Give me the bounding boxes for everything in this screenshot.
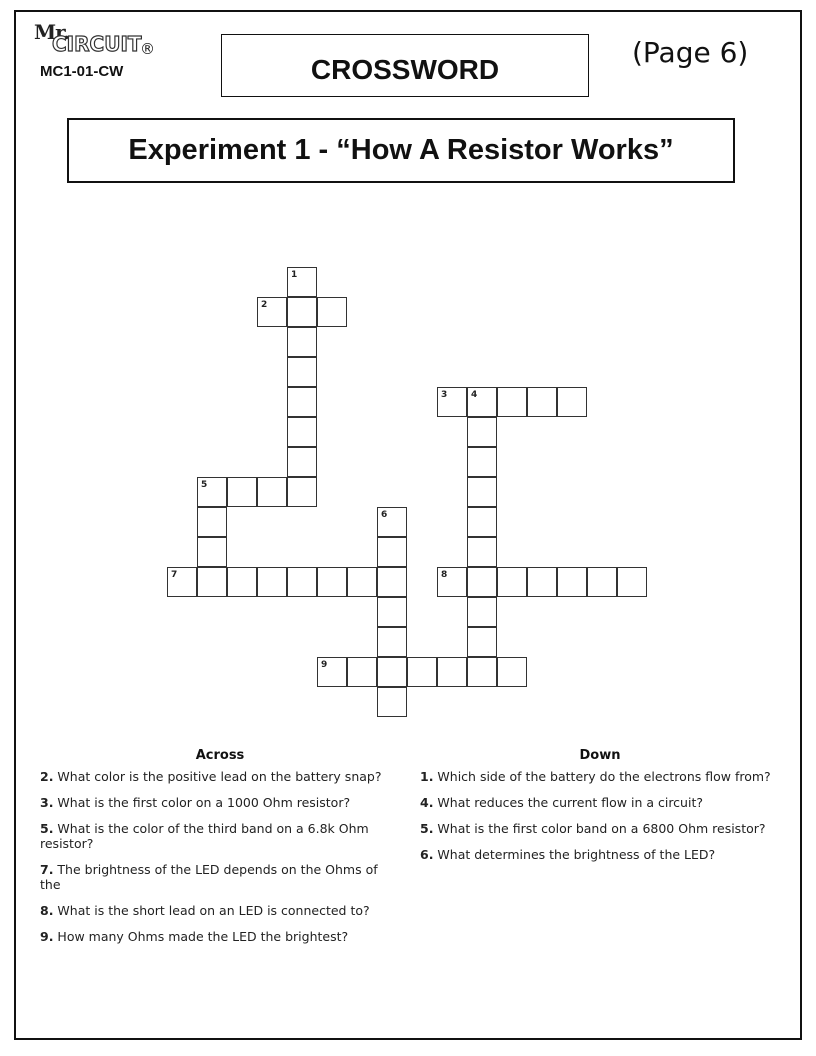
crossword-cell[interactable] [467, 447, 497, 477]
across-clue [40, 769, 400, 784]
crossword-cell[interactable] [377, 687, 407, 717]
clue-text: What reduces the current flow in a circuit? [433, 795, 703, 810]
crossword-cell[interactable] [197, 477, 227, 507]
clue-text: Which side of the battery do the electrons flow from? [433, 769, 771, 784]
cell-number: 7 [171, 570, 178, 580]
crossword-cell[interactable] [287, 567, 317, 597]
clue-text: What color is the positive lead on the battery snap? [53, 769, 382, 784]
crossword-cell[interactable] [317, 657, 347, 687]
crossword-cell[interactable] [407, 657, 437, 687]
crossword-cell[interactable] [467, 627, 497, 657]
clue-number: 9. [40, 929, 54, 944]
crossword-cell[interactable] [587, 567, 617, 597]
crossword-cell[interactable] [197, 507, 227, 537]
crossword-cell[interactable] [377, 597, 407, 627]
clue-number: 6. [420, 847, 434, 862]
document-code: MC1-01-CW [40, 63, 124, 80]
cell-number: 1 [291, 270, 298, 280]
across-heading: Across [195, 748, 245, 763]
down-clue [420, 795, 780, 810]
crossword-cell[interactable] [557, 387, 587, 417]
crossword-cell[interactable] [497, 387, 527, 417]
crossword-cell[interactable] [347, 567, 377, 597]
crossword-cell[interactable] [377, 567, 407, 597]
registered-mark: ® [140, 40, 155, 58]
crossword-cell[interactable] [377, 507, 407, 537]
cell-number: 9 [321, 660, 328, 670]
crossword-cell[interactable] [347, 657, 377, 687]
crossword-cell[interactable] [617, 567, 647, 597]
crossword-cell[interactable] [437, 657, 467, 687]
crossword-cell[interactable] [167, 567, 197, 597]
crossword-cell[interactable] [497, 657, 527, 687]
clue-text: How many Ohms made the LED the brightest? [53, 929, 349, 944]
crossword-cell[interactable] [557, 567, 587, 597]
clue-number: 2. [40, 769, 54, 784]
across-clue [40, 903, 400, 918]
across-clue-list [40, 769, 400, 944]
cell-number: 2 [261, 300, 268, 310]
crossword-cell[interactable] [527, 567, 557, 597]
crossword-cell[interactable] [317, 567, 347, 597]
experiment-title-box [67, 118, 735, 183]
logo-mr-text: Mr. [34, 20, 69, 44]
down-clue [420, 769, 780, 784]
crossword-cell[interactable] [467, 597, 497, 627]
clue-text: What is the first color band on a 6800 Ohm resistor? [433, 821, 766, 836]
clue-text: What is the first color on a 1000 Ohm resistor? [53, 795, 351, 810]
crossword-cell[interactable] [467, 507, 497, 537]
cell-number: 5 [201, 480, 208, 490]
crossword-cell[interactable] [497, 567, 527, 597]
crossword-cell[interactable] [287, 297, 317, 327]
crossword-cell[interactable] [467, 567, 497, 597]
cell-number: 8 [441, 570, 448, 580]
crossword-cell[interactable] [287, 327, 317, 357]
page-title: CROSSWORD [310, 53, 500, 85]
clue-text: The brightness of the LED depends on the Ohms of the [40, 862, 378, 892]
crossword-cell[interactable] [437, 567, 467, 597]
crossword-cell[interactable] [287, 447, 317, 477]
title-box [221, 34, 589, 97]
across-clue [40, 929, 400, 944]
crossword-cell[interactable] [287, 477, 317, 507]
crossword-cell[interactable] [527, 387, 557, 417]
crossword-cell[interactable] [467, 387, 497, 417]
cell-number: 4 [471, 390, 478, 400]
logo-circuit-text: CIRCUIT [52, 32, 142, 56]
crossword-cell[interactable] [467, 417, 497, 447]
clues-across [40, 748, 400, 955]
clue-number: 5. [40, 821, 54, 836]
clue-number: 3. [40, 795, 54, 810]
clue-text: What is the color of the third band on a 6.8k Ohm resistor? [40, 821, 369, 851]
experiment-title: Experiment 1 - “How A Resistor Works” [128, 134, 674, 166]
crossword-cell[interactable] [227, 477, 257, 507]
crossword-cell[interactable] [287, 357, 317, 387]
crossword-cell[interactable] [197, 567, 227, 597]
down-clue-list [420, 769, 780, 862]
crossword-cell[interactable] [467, 657, 497, 687]
across-clue [40, 862, 400, 892]
clues-down [420, 748, 780, 873]
crossword-cell[interactable] [257, 567, 287, 597]
crossword-cell[interactable] [227, 567, 257, 597]
clue-number: 4. [420, 795, 434, 810]
crossword-cell[interactable] [287, 387, 317, 417]
crossword-cell[interactable] [437, 387, 467, 417]
crossword-cell[interactable] [317, 297, 347, 327]
crossword-cell[interactable] [377, 627, 407, 657]
crossword-cell[interactable] [257, 477, 287, 507]
down-heading: Down [579, 748, 621, 763]
crossword-cell[interactable] [197, 537, 227, 567]
across-clue [40, 795, 400, 810]
clue-number: 1. [420, 769, 434, 784]
clue-text: What is the short lead on an LED is connected to? [53, 903, 370, 918]
clue-text: What determines the brightness of the LED? [433, 847, 716, 862]
cell-number: 6 [381, 510, 388, 520]
crossword-cell[interactable] [377, 537, 407, 567]
across-clue [40, 821, 400, 851]
clue-number: 8. [40, 903, 54, 918]
clue-number: 7. [40, 862, 54, 877]
down-clue [420, 847, 780, 862]
crossword-cell[interactable] [287, 417, 317, 447]
page-number: (Page 6) [632, 36, 749, 69]
crossword-cell[interactable] [287, 267, 317, 297]
crossword-cell[interactable] [467, 537, 497, 567]
clue-number: 5. [420, 821, 434, 836]
crossword-cell[interactable] [257, 297, 287, 327]
cell-number: 3 [441, 390, 448, 400]
crossword-cell[interactable] [377, 657, 407, 687]
down-clue [420, 821, 780, 836]
crossword-cell[interactable] [467, 477, 497, 507]
